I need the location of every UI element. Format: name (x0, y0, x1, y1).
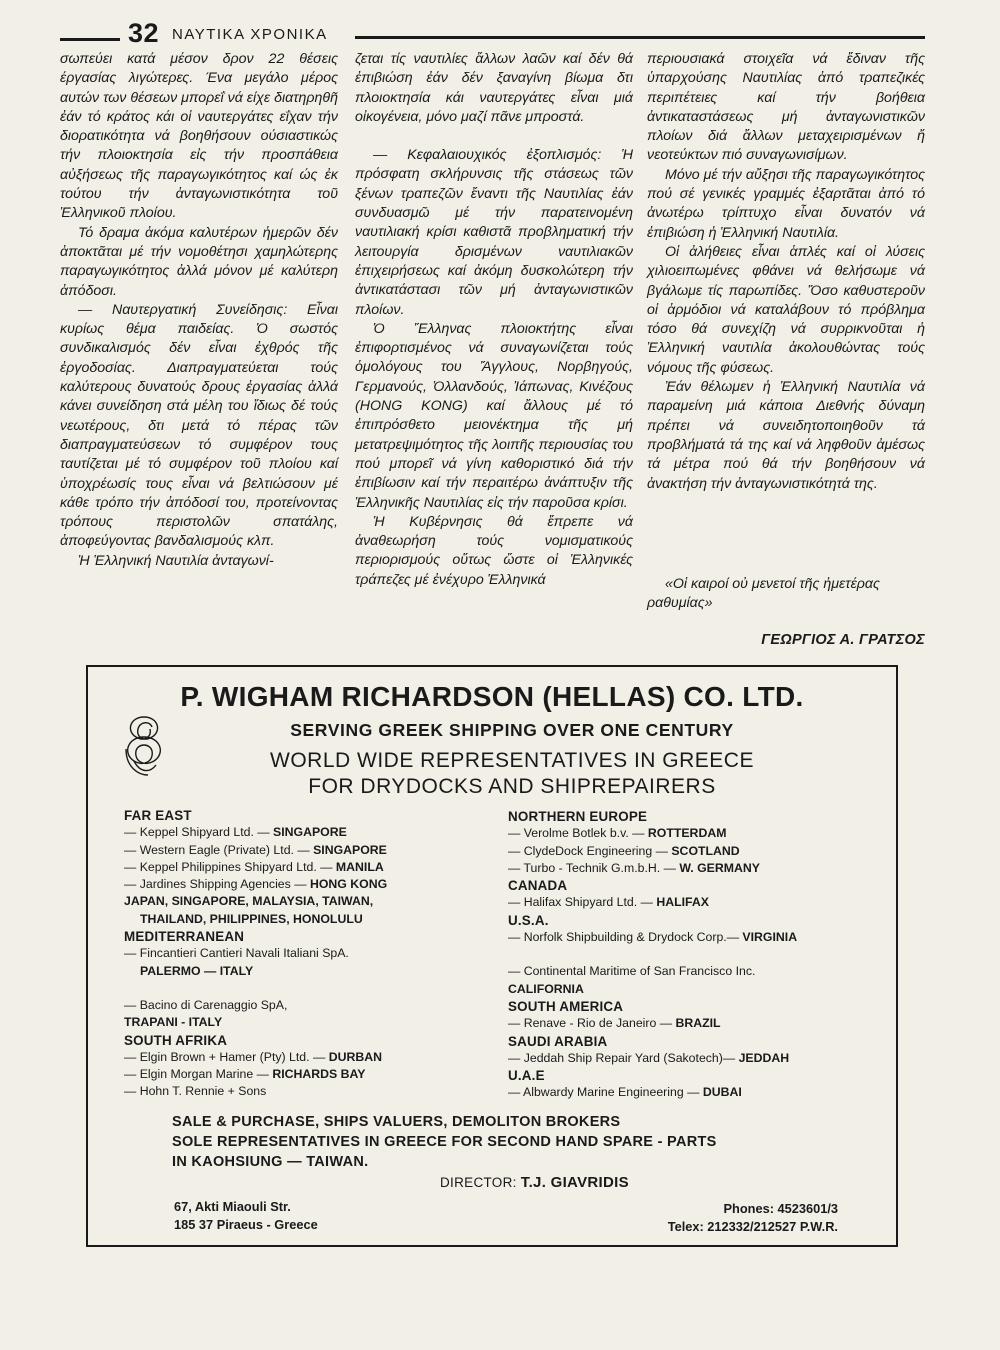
advertisement-box (86, 665, 898, 1247)
telex-line: Telex: 212332/212527 P.W.R. (667, 1218, 838, 1234)
phones-line: Phones: 4523601/3 (723, 1201, 838, 1216)
region-south-america: SOUTH AMERICA (508, 998, 624, 1014)
list-item: — Albwardy Marine Engineering — DUBAI (508, 1085, 742, 1100)
director-label: DIRECTOR: (440, 1175, 517, 1190)
ad-subtitle-1: WORLD WIDE REPRESENTATIVES IN GREECE (270, 749, 754, 772)
ad-address (174, 1198, 318, 1233)
list-item: — Norfolk Shipbuilding & Drydock Corp.— VIRGINIA (508, 930, 798, 945)
article-column-1 (60, 50, 338, 571)
region-saudi-arabia: SAUDI ARABIA (508, 1033, 608, 1049)
list-item: — Hohn T. Rennie + Sons (124, 1084, 267, 1099)
paragraph: Ὁ Ἕλληνας πλοιοκτήτης εἶναι ἐπιφορτισμένος νά συναγωνίζεται τούς ὁμολόγους του Ἄγγλους, Νορβηγούς, Γερμανούς, Ὀλλανδούς, Ἰάπωνας, Κινέζους (HONG KONG) καί ἄλλους μέ τό ἐπιπρόσθετο μειονέκτημα τῆς μή μετατρεψιμότητος τῆς λοιπῆς περιουσίας του πού μπορεῖ νά γίνη καθοριστικό διά τήν ἐπιβίωσιν καί τήν περαιτέρω ἀνάπτυξιν τῆς Ἑλληνικῆς Ναυτιλίας εἰς τήν παροῦσα κρίσι. (355, 320, 633, 511)
list-item-location: TRAPANI - ITALY (124, 1015, 223, 1030)
services-line: SALE & PURCHASE, SHIPS VALUERS, DEMOLITON BROKERS (172, 1114, 621, 1130)
list-item: — Turbo - Technik G.m.b.H. — W. GERMANY (508, 860, 760, 875)
ad-subtitle-2: FOR DRYDOCKS AND SHIPREPAIRERS (308, 775, 716, 798)
paragraph: Μόνο μέ τήν αὔξησι τῆς παραγωγικότητος πού σέ γενικές γραμμές ἐξαρτᾶται ἀπό τό ἀνωτέρω τρίπτυχο εἶναι δυνατόν νά ἐπιβιώση ἡ Ἑλληνική Ναυτιλία. (647, 166, 925, 241)
list-item: — Elgin Brown + Hamer (Pty) Ltd. — DURBAN (124, 1049, 382, 1064)
list-item: — Keppel Shipyard Ltd. — SINGAPORE (124, 825, 347, 840)
header-rule-left (60, 38, 120, 41)
paragraph: Ἡ Ἑλληνική Ναυτιλία ἀνταγωνί- (78, 552, 274, 569)
magazine-title: ΝΑΥΤΙΚΑ ΧΡΟΝΙΚΑ (172, 26, 328, 43)
paragraph: Ἐάν θέλωμεν ἡ Ἑλληνική Ναυτιλία νά παραμείνη μιά κάποια Διεθνής δύναμη πρέπει νά συνειδητοποιηθοῦν τά προβλήματά τά της καί νά ληφθοῦν ἀμέσως τά μέτρα πού θά τήν βοηθήσουν νά ἀνακτήση τήν ἀνταγωνιστικότητά της. (647, 379, 925, 492)
region-mediterranean: MEDITERRANEAN (124, 929, 245, 945)
list-item: — Bacino di Carenaggio SpA, (124, 997, 288, 1012)
list-item: — Jardines Shipping Agencies — HONG KONG (124, 877, 388, 892)
region-uae: U.A.E (508, 1068, 545, 1084)
ad-listing-right (508, 808, 888, 1102)
article-column-2 (355, 50, 633, 590)
paragraph: Τό δραμα ἀκόμα καλυτέρων ἡμερῶν δέν ἀποκτᾶται μέ τήν νομοθέτησι χαμηλώτερης παραγωγικότητος ἀλλά μόνον μέ καλύτερη ἀπόδοσι. (60, 224, 338, 299)
article-column-3 (647, 50, 925, 494)
ad-serving-tagline: SERVING GREEK SHIPPING OVER ONE CENTURY (290, 720, 734, 740)
services-line: SOLE REPRESENTATIVES IN GREECE FOR SECOND HAND SPARE - PARTS (172, 1134, 717, 1150)
header-rule-right (355, 36, 925, 39)
services-line: IN KAOHSIUNG — TAIWAN. (172, 1154, 369, 1170)
region-far-east: FAR EAST (124, 808, 192, 823)
list-item: — Continental Maritime of San Francisco Inc. (508, 964, 756, 979)
countries-line: JAPAN, SINGAPORE, MALAYSIA, TAIWAN, (124, 894, 374, 909)
author-signature: ΓΕΩΡΓΙΟΣ Α. ΓΡΑΤΣΟΣ (761, 632, 925, 648)
ad-company-title: P. WIGHAM RICHARDSON (HELLAS) CO. LTD. (180, 681, 804, 712)
paragraph: περιουσιακά στοιχεῖα νά ἔδιναν τῆς ὑπαρχούσης Ναυτιλίας ἀπό τραπεζικές περιπέτειες καί τήν βοήθεια ἀντικαταστάσεως μή ἀνταγωνιστικῶν πλοίων διά ἄλλων μεταχειρισμένων ἤ νεοτεύκτων πιό συναγωνισίμων. (647, 51, 925, 164)
list-item-location: PALERMO — ITALY (140, 963, 254, 978)
list-item: — Elgin Morgan Marine — RICHARDS BAY (124, 1067, 366, 1082)
paragraph: Οἱ ἀλήθειες εἶναι ἁπλές καί οἱ λύσεις χιλιοειπωμένες φθάνει νά θελήσωμε νά βγάλωμε τίς παρωπίδες. Ὅσο καθυστεροῦν οἱ ἁρμόδιοι νά καταλάβουν τό πρόβλημα τόσο θά συνεχίζη νά συρρικνοῦται ἡ Ἑλληνική ναυτιλία ἀκολουθώντας τούς νόμους τῆς φύσεως. (647, 243, 925, 376)
page-number: 32 (128, 18, 160, 48)
list-item: — Jeddah Ship Repair Yard (Sakotech)— JEDDAH (508, 1050, 790, 1065)
region-canada: CANADA (508, 878, 568, 894)
ad-services (172, 1112, 717, 1172)
director-name: T.J. GIAVRIDIS (520, 1174, 629, 1191)
list-item: — Renave - Rio de Janeiro — BRAZIL (508, 1016, 721, 1031)
paragraph: ζεται τίς ναυτιλίες ἄλλων λαῶν καί δέν θά ἐπιβιώση ἐάν δέν ξαναγίνη βίωμα δτι πλοιοκτησία κάι ναυτεργάτες εἶναι μιά οἰκογένεια, μόνο μαζί πᾶνε μπροστά. (355, 51, 633, 125)
region-northern-europe: NORTHERN EUROPE (508, 809, 648, 824)
paragraph: σωπεύει κατά μέσον δρον 22 θέσεις έργασίας λιγώτερες. Ένα μεγάλο μέρος αυτών των θέσεων μπορεΐ νά είχε διατηρηθῆ ἐάν τό κράτος κάι οἱ ναυτεργάτες εΐχαν τήν διορατικότητα νά βοηθήσουν ούσιαστικώς τήν πλοιοκτησία εἰς τήν προσπάθεια αὐξήσεως τῆς παραγωγικότητος καί ώς ἐκ τούτου τήν ἀνταγωνιστικότητα τοῦ Ἑλληνικοῦ πλοίου. (60, 51, 338, 222)
address-line: 67, Akti Miaouli Str. (174, 1199, 291, 1214)
paragraph: — Κεφαλαιουχικός ἐξοπλισμός: Ἡ πρόσφατη σκλήρυνσις τῆς στάσεως τῶν ξένων τραπεζῶν ἔναντι τῆς Ναυτιλίας ἐάν συνδυασμῶ μέ τήν παρατεινομένη ναυτιλιακή κρίσι καθιστᾶ προβληματική τήν λειτουργία δρισμένων ναυτιλιακῶν ἐπιχειρήσεως καί ἀκόμη δυσκολώτερη τήν ἀντικατάστασι τῶν μή ἀνταγωνιστικῶν πλοίων. (355, 147, 633, 318)
address-line: 185 37 Piraeus - Greece (174, 1216, 318, 1232)
list-item: — Keppel Philippines Shipyard Ltd. — MANILA (124, 859, 384, 874)
ad-contact (538, 1200, 838, 1235)
list-item-location: CALIFORNIA (508, 981, 584, 996)
closing-quote: «Οἱ καιροί οὐ μενετοί τῆς ἡμετέρας ραθυμίας» (647, 576, 880, 612)
ad-listing-left (124, 807, 464, 1101)
paragraph: Ἡ Κυβέρνησις θά ἔπρεπε νά ἀναθεωρήση τούς νομισματικούς περιορισμούς οὕτως ὥστε οἱ Ἑλληνικές τράπεζες μέ ἐνέχυρο Ἑλληνικά (355, 513, 633, 588)
list-item: — Verolme Botlek b.v. — ROTTERDAM (508, 826, 727, 841)
list-item: — Halifax Shipyard Ltd. — HALIFAX (508, 895, 709, 910)
ad-director (440, 1174, 629, 1191)
list-item: — ClydeDock Engineering — SCOTLAND (508, 843, 740, 858)
paragraph: — Ναυτεργατική Συνείδησις: Εἶναι κυρίως θέμα παιδείας. Ὁ σωστός συνδικαλισμός δέν εἶναι ἐχθρός τῆς ἐργοδοσίας. Διαπραγματεύεται τούς καλύτερους δυνατούς δρους ἐργασίας ἀλλά κάνει συνείδηση στά μέλη του ἴδιως δέ τούς νεωτέρους, δτι μετά τό πέρας τῶν διαπραγματεύσεων τό συμφέρον τους ταυτίζεται μέ τό συμφέρον τοῦ πλοίου καί ὑποχρέωσίς τους εἶναι νά βελτιώσουν μέ κάθε τρόπο τήν ἀπόδοσί του, προτείνοντας τρόπους περιστολῶν σπατάλης, ἀποφεύγοντας βανδαλισμούς κλπ. (60, 301, 338, 550)
countries-line: THAILAND, PHILIPPINES, HONOLULU (140, 911, 363, 926)
list-item: — Western Eagle (Private) Ltd. — SINGAPORE (124, 842, 387, 857)
region-south-afrika: SOUTH AFRIKA (124, 1032, 228, 1048)
list-item: — Fincantieri Cantieri Navali Italiani SpA. (124, 946, 349, 961)
region-usa: U.S.A. (508, 912, 549, 928)
